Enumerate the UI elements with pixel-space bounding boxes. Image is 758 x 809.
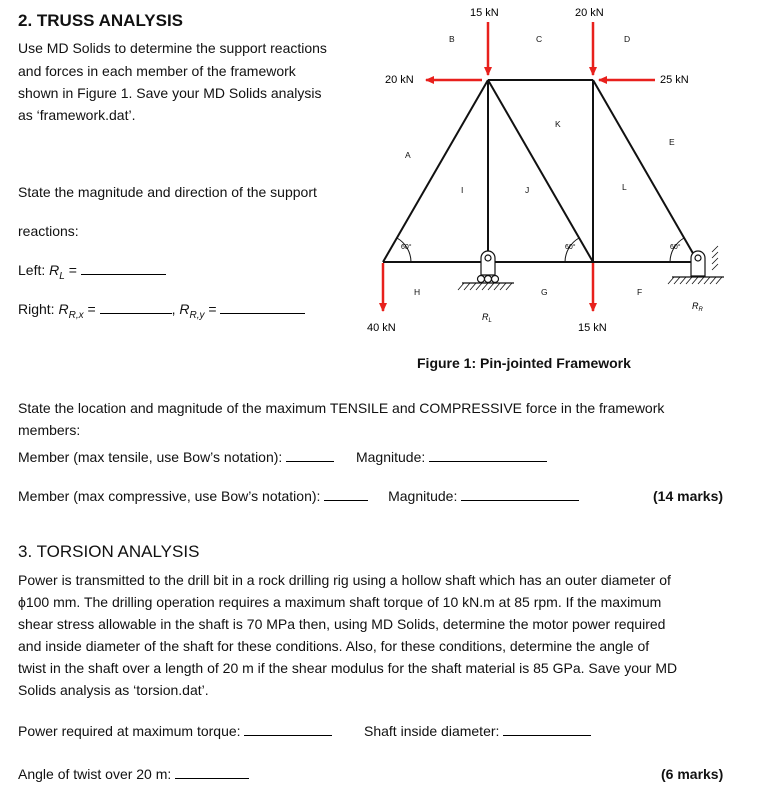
rry-equals: = [204, 301, 221, 317]
left-symbol: R [49, 262, 60, 278]
power-row [18, 720, 332, 742]
bow-letter-l: L [622, 182, 627, 192]
intro-line-4: as ‘framework.dat’. [18, 107, 136, 123]
rrx-symbol: R [58, 301, 69, 317]
member-compressive-blank[interactable] [324, 486, 368, 501]
section2-marks: (14 marks) [653, 488, 724, 504]
bow-letter-i: I [461, 185, 464, 195]
member-right-diagonal [593, 80, 698, 262]
rry-symbol: R [179, 301, 190, 317]
pin-ground-hatch [668, 277, 722, 284]
load-arrows [383, 22, 655, 311]
magnitude-tensile-blank[interactable] [429, 447, 547, 462]
support-label-right-sub: R [698, 307, 703, 313]
magnitude-compressive-label: Magnitude: [388, 488, 458, 504]
comma: , [171, 301, 180, 317]
bow-letter-g: G [541, 287, 548, 297]
angle-label-middle: 60° [565, 244, 576, 251]
roller-ground-hatch [458, 283, 512, 290]
intro-line-3: shown in Figure 1. Save your MD Solids analysis [18, 85, 322, 101]
bow-letter-e: E [669, 137, 675, 147]
figure-caption: Figure 1: Pin-jointed Framework [417, 355, 631, 371]
torsion-line-1: Power is transmitted to the drill bit in a rock drilling rig using a hollow shaft which has an outer diameter of [18, 572, 671, 588]
load-label-15kn-bottom: 15 kN [578, 322, 607, 334]
load-label-25kn-right: 25 kN [660, 74, 689, 86]
bow-letter-b: B [449, 34, 455, 44]
bow-letter-a: A [405, 150, 411, 160]
pin-wall-hatch [712, 246, 718, 270]
member-left-diagonal [383, 80, 488, 262]
bow-letter-h: H [414, 287, 421, 297]
compressive-row [18, 485, 579, 507]
support-label-right-r: R [692, 301, 699, 311]
inside-diameter-label: Shaft inside diameter: [364, 723, 500, 739]
bow-letter-j: J [525, 185, 530, 195]
twist-row [18, 763, 249, 785]
truss-figure [0, 0, 758, 380]
power-blank[interactable] [244, 721, 332, 736]
power-label: Power required at maximum torque: [18, 723, 241, 739]
left-label: Left: [18, 262, 50, 278]
twist-label: Angle of twist over 20 m: [18, 766, 172, 782]
left-subscript: L [59, 270, 65, 282]
member-tensile-label: Member (max tensile, use Bow’s notation): [18, 449, 283, 465]
load-label-40kn: 40 kN [367, 322, 396, 334]
torsion-line-4: and inside diameter of the shaft for these conditions. Also, for these conditions, determine the angle of [18, 638, 650, 654]
location-text: State the location and magnitude of the maximum TENSILE and COMPRESSIVE force in the framework members: [18, 400, 665, 438]
support-label-left-r: R [482, 312, 489, 322]
inside-diameter-blank[interactable] [503, 721, 591, 736]
state-line-1: State the magnitude and direction of the support [18, 184, 317, 200]
torsion-line-2: ϕ100 mm. The drilling operation requires a maximum shaft torque of 10 kN.m at 85 rpm. If the maximum [18, 594, 662, 610]
magnitude-compressive-blank[interactable] [461, 486, 579, 501]
member-tensile-blank[interactable] [286, 447, 334, 462]
support-label-left-sub: L [488, 318, 492, 324]
truss-members [383, 80, 698, 262]
section3-title: 3. TORSION ANALYSIS [18, 542, 200, 561]
right-label: Right: [18, 301, 59, 317]
torsion-line-3: shear stress allowable in the shaft is 70 MPa then, using MD Solids, determine the motor power required [18, 616, 666, 632]
rrx-subscript: R,x [68, 309, 84, 321]
bow-letters [405, 34, 675, 297]
rrx-equals: = [83, 301, 100, 317]
pin-support [672, 251, 724, 277]
tensile-row [18, 446, 547, 468]
angle-label-left: 60° [401, 244, 412, 251]
intro-line-1: Use MD Solids to determine the support reactions [18, 40, 327, 56]
member-middle-diagonal [488, 80, 593, 262]
load-label-15kn-top: 15 kN [470, 7, 499, 19]
rry-subscript: R,y [189, 309, 205, 321]
load-label-20kn-top: 20 kN [575, 7, 604, 19]
inside-diameter-row [364, 720, 591, 742]
twist-blank[interactable] [175, 764, 249, 779]
member-compressive-label: Member (max compressive, use Bow’s notation): [18, 488, 321, 504]
angle-label-right: 60° [670, 244, 681, 251]
roller-support [462, 251, 514, 283]
torsion-line-6: Solids analysis as ‘torsion.dat’. [18, 682, 209, 698]
support-label-right [692, 301, 704, 313]
support-label-left [482, 312, 492, 324]
bow-letter-k: K [555, 119, 561, 129]
left-equals: = [64, 262, 81, 278]
bow-letter-c: C [536, 34, 543, 44]
bow-letter-d: D [624, 34, 631, 44]
torsion-line-5: twist in the shaft over a length of 20 m if the shear modulus for the shaft material is 85 GPa. Save your MD [18, 660, 678, 676]
intro-line-2: and forces in each member of the framework [18, 63, 296, 79]
bow-letter-f: F [637, 287, 643, 297]
section3-marks: (6 marks) [661, 766, 724, 782]
magnitude-tensile-label: Magnitude: [355, 449, 426, 465]
state-line-2: reactions: [18, 223, 79, 239]
section2-title: 2. TRUSS ANALYSIS [18, 11, 184, 30]
load-label-20kn-left: 20 kN [385, 74, 414, 86]
